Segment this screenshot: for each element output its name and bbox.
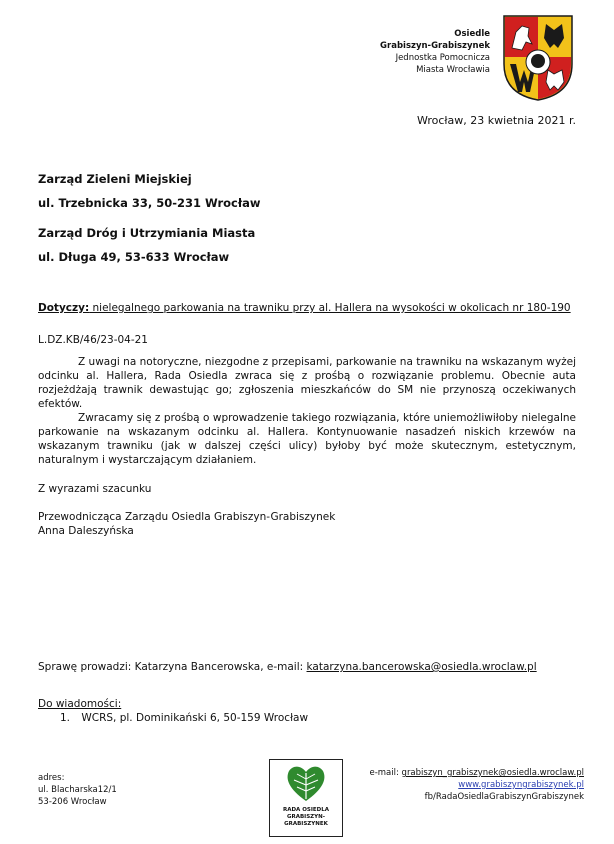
org-line3: Jednostka Pomocnicza [395, 53, 490, 63]
subject-text: nielegalnego parkowania na trawniku przy al. Hallera na wysokości w okolicach nr 180-190 [89, 302, 571, 314]
signature-name: Anna Daleszyńska [38, 525, 134, 537]
recipient-1-name: Zarząd Zieleni Miejskiej [38, 172, 192, 186]
letter-date: Wrocław, 23 kwietnia 2021 r. [416, 114, 576, 127]
logo-line3: GRABISZYNEK [284, 821, 328, 827]
footer-address-label: adres: [38, 773, 65, 783]
footer-address-line2: 53-206 Wrocław [38, 797, 107, 807]
cc-item-text: WCRS, pl. Dominikański 6, 50-159 Wrocław [81, 712, 309, 724]
body-paragraph-2: Zwracamy się z prośbą o wprowadzenie takiego rozwiązania, które uniemożliwiłoby nielegalne parkowanie na wskazanym odcinku al. Hallera. Kontynuowanie nasadzeń niskich krzewów na wskazanym trawniku (jak w dalszej części ulicy) byłoby być może skutecznym, estetycznym, naturalnym i wystarczającym działaniem. [38, 412, 576, 466]
wroclaw-crest-logo [502, 14, 574, 102]
footer-address [38, 772, 117, 808]
signature-title: Przewodnicząca Zarządu Osiedla Grabiszyn-Grabiszynek [38, 511, 336, 523]
footer-email-label: e-mail: [369, 768, 402, 778]
org-header [380, 28, 490, 76]
cc-item-number: 1. [60, 712, 71, 724]
logo-line1: RADA OSIEDLA [283, 807, 329, 813]
subject-line [38, 301, 578, 315]
letter-body [38, 355, 576, 467]
handler-text: Sprawę prowadzi: Katarzyna Bancerowska, e-mail: [38, 661, 307, 673]
cc-item [60, 711, 308, 725]
subject-label: Dotyczy: [38, 302, 90, 314]
org-line1: Osiedle [454, 29, 490, 39]
footer-address-line1: ul. Blacharska12/1 [38, 785, 117, 795]
handler-line [38, 660, 537, 674]
footer-www-link[interactable]: www.grabiszyngrabiszynek.pl [458, 780, 584, 790]
handler-email-link[interactable]: katarzyna.bancerowska@osiedla.wroclaw.pl [306, 661, 537, 673]
footer-email-line [369, 767, 584, 779]
org-line2: Grabiszyn-Grabiszynek [380, 41, 490, 51]
recipient-2-address: ul. Długa 49, 53-633 Wrocław [38, 250, 230, 264]
footer-fb[interactable]: fb/RadaOsiedlaGrabiszynGrabiszynek [424, 792, 584, 802]
cc-label: Do wiadomości: [38, 698, 122, 710]
rada-osiedla-logo [269, 759, 343, 837]
footer-email-link[interactable]: grabiszyn_grabiszynek@osiedla.wroclaw.pl [401, 768, 584, 778]
reference-number: L.DZ.KB/46/23-04-21 [38, 334, 148, 346]
recipient-1-address: ul. Trzebnicka 33, 50-231 Wrocław [38, 196, 261, 210]
leaf-heart-icon [283, 763, 329, 803]
footer-contact [369, 767, 584, 803]
org-line4: Miasta Wrocławia [416, 65, 490, 75]
logo-line2: GRABISZYN- [286, 814, 326, 820]
closing: Z wyrazami szacunku [38, 483, 152, 495]
recipient-2-name: Zarząd Dróg i Utrzymiania Miasta [38, 226, 256, 240]
body-paragraph-1: Z uwagi na notoryczne, niezgodne z przepisami, parkowanie na trawniku na wskazanym wyżej odcinku al. Hallera, Rada Osiedla zwraca się z prośbą o rozwiązanie problemu. Obecnie auta rozjeżdżają trawnik dewastując go; zgłoszenia mieszkańców do SM nie przynoszą oczekiwanych efektów. [38, 356, 576, 410]
